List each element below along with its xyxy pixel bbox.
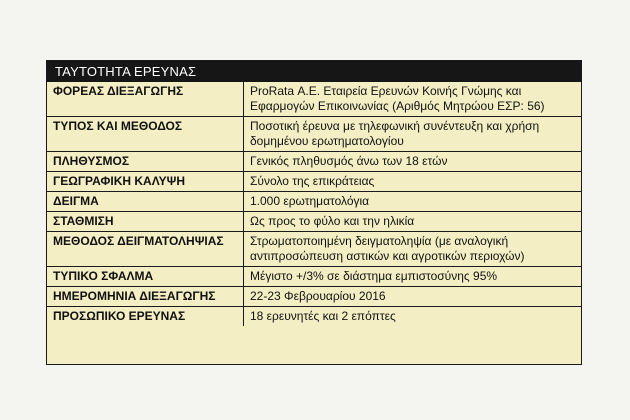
- row-label: ΣΤΑΘΜΙΣΗ: [47, 212, 244, 232]
- row-value: 1.000 ερωτηματολόγια: [244, 192, 582, 212]
- survey-info-table: [47, 82, 581, 326]
- row-label: ΗΜΕΡΟΜΗΝΙΑ ΔΙΕΞΑΓΩΓΗΣ: [47, 287, 244, 307]
- row-value: ProRata Α.Ε. Εταιρεία Ερευνών Κοινής Γνώμης και Εφαρμογών Επικοινωνίας (Αριθμός Μητρώου ΕΣΡ: 56): [244, 82, 582, 117]
- table-row: [47, 82, 581, 117]
- table-row: [47, 117, 581, 152]
- row-label: ΠΛΗΘΥΣΜΟΣ: [47, 152, 244, 172]
- table-row: [47, 192, 581, 212]
- table-row: [47, 232, 581, 267]
- row-label: ΦΟΡΕΑΣ ΔΙΕΞΑΓΩΓΗΣ: [47, 82, 244, 117]
- row-value: 18 ερευνητές και 2 επόπτες: [250, 309, 396, 323]
- row-value: Σύνολο της επικράτειας: [244, 172, 582, 192]
- row-label: ΓΕΩΓΡΑΦΙΚΗ ΚΑΛΥΨΗ: [47, 172, 244, 192]
- row-value: 22-23 Φεβρουαρίου 2016: [244, 287, 582, 307]
- row-value: Μέγιστο +/3% σε διάστημα εμπιστοσύνης 95%: [244, 267, 582, 287]
- table-row: [47, 287, 581, 307]
- row-label: ΤΥΠΟΣ ΚΑΙ ΜΕΘΟΔΟΣ: [47, 117, 244, 152]
- row-value: Ποσοτική έρευνα με τηλεφωνική συνέντευξη και χρήση δομημένου ερωτηματολογίου: [244, 117, 582, 152]
- row-label: ΜΕΘΟΔΟΣ ΔΕΙΓΜΑΤΟΛΗΨΙΑΣ: [47, 232, 244, 267]
- row-label: ΤΥΠΙΚΟ ΣΦΑΛΜΑ: [47, 267, 244, 287]
- row-label: ΔΕΙΓΜΑ: [47, 192, 244, 212]
- table-row: [47, 267, 581, 287]
- row-value: Στρωματοποιημένη δειγματοληψία (με αναλογική αντιπροσώπευση αστικών και αγροτικών περιοχών): [244, 232, 582, 267]
- table-body: [47, 82, 581, 326]
- row-value: Γενικός πληθυσμός άνω των 18 ετών: [244, 152, 582, 172]
- row-label: ΠΡΟΣΩΠΙΚΟ ΕΡΕΥΝΑΣ: [47, 307, 244, 327]
- card-title: ΤΑΥΤΟΤΗΤΑ ΕΡΕΥΝΑΣ: [47, 61, 581, 82]
- table-row: [47, 212, 581, 232]
- survey-identity-card: [46, 60, 582, 365]
- table-row: [47, 172, 581, 192]
- table-row: [47, 152, 581, 172]
- row-value: Ως προς το φύλο και την ηλικία: [244, 212, 582, 232]
- table-row: [47, 307, 581, 327]
